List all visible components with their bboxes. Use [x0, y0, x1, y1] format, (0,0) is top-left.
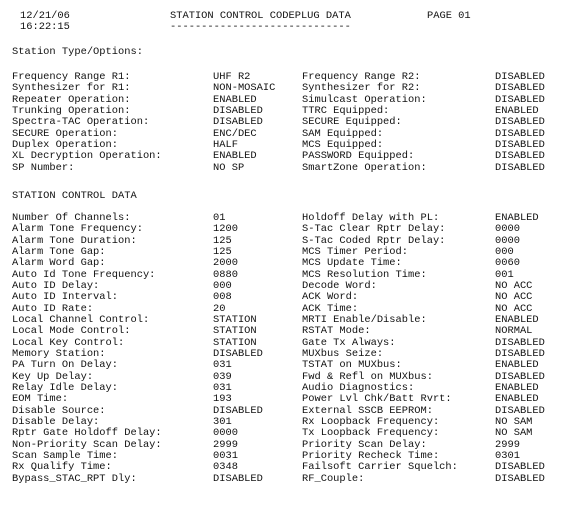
field-value: 0301 — [495, 450, 520, 462]
field-label: Auto ID Rate: — [12, 303, 94, 315]
page-number: PAGE 01 — [427, 10, 471, 22]
field-value: 001 — [495, 269, 514, 281]
field-value: DISABLED — [495, 337, 545, 349]
field-value: ENABLED — [495, 212, 539, 224]
field-label: TSTAT on MUXbus: — [302, 359, 402, 371]
field-value: DISABLED — [495, 116, 545, 128]
field-value: 039 — [213, 371, 232, 383]
field-value: 008 — [213, 291, 232, 303]
field-value: DISABLED — [495, 461, 545, 473]
field-value: 125 — [213, 235, 232, 247]
field-label: Spectra-TAC Operation: — [12, 116, 150, 128]
station-type-options-heading: Station Type/Options: — [12, 46, 143, 58]
field-label: Alarm Word Gap: — [12, 257, 106, 269]
field-label: RSTAT Mode: — [302, 325, 371, 337]
field-label: SP Number: — [12, 162, 75, 174]
field-label: Power Lvl Chk/Batt Rvrt: — [302, 393, 452, 405]
field-label: SmartZone Operation: — [302, 162, 427, 174]
field-label: RF_Couple: — [302, 473, 365, 485]
field-value: NO ACC — [495, 303, 533, 315]
field-label: Audio Diagnostics: — [302, 382, 415, 394]
field-label: Rptr Gate Holdoff Delay: — [12, 427, 162, 439]
field-value: DISABLED — [495, 473, 545, 485]
field-label: Scan Sample Time: — [12, 450, 119, 462]
field-value: DISABLED — [213, 105, 263, 117]
field-label: Alarm Tone Duration: — [12, 235, 137, 247]
field-value: 000 — [495, 246, 514, 258]
field-value: 0348 — [213, 461, 238, 473]
field-value: 2999 — [213, 439, 238, 451]
field-value: ENC/DEC — [213, 128, 257, 140]
field-label: Frequency Range R1: — [12, 71, 131, 83]
field-value: 2999 — [495, 439, 520, 451]
field-label: S-Tac Coded Rptr Delay: — [302, 235, 446, 247]
field-label: Decode Word: — [302, 280, 377, 292]
field-label: Auto Id Tone Frequency: — [12, 269, 156, 281]
field-value: NORMAL — [495, 325, 533, 337]
field-label: ACK Word: — [302, 291, 359, 303]
title-underline: ----------------------------- — [170, 21, 351, 33]
field-label: Bypass_STAC_RPT Dly: — [12, 473, 137, 485]
field-label: Trunking Operation: — [12, 105, 131, 117]
field-label: Non-Priority Scan Delay: — [12, 439, 162, 451]
field-value: DISABLED — [495, 82, 545, 94]
field-label: Disable Source: — [12, 405, 106, 417]
field-label: Key Up Delay: — [12, 371, 94, 383]
field-value: DISABLED — [213, 116, 263, 128]
field-label: Frequency Range R2: — [302, 71, 421, 83]
field-value: STATION — [213, 337, 257, 349]
field-value: 01 — [213, 212, 226, 224]
field-label: TTRC Equipped: — [302, 105, 390, 117]
report-title: STATION CONTROL CODEPLUG DATA — [170, 10, 351, 22]
field-value: 1200 — [213, 223, 238, 235]
field-label: Number Of Channels: — [12, 212, 131, 224]
field-value: NO SAM — [495, 416, 533, 428]
field-label: Relay Idle Delay: — [12, 382, 119, 394]
field-value: DISABLED — [495, 348, 545, 360]
field-value: DISABLED — [213, 348, 263, 360]
field-value: ENABLED — [495, 382, 539, 394]
field-value: 20 — [213, 303, 226, 315]
field-value: STATION — [213, 325, 257, 337]
field-value: HALF — [213, 139, 238, 151]
field-value: 0880 — [213, 269, 238, 281]
field-value: NON-MOSAIC — [213, 82, 276, 94]
field-value: 2000 — [213, 257, 238, 269]
field-value: 125 — [213, 246, 232, 258]
field-label: External SSCB EEPROM: — [302, 405, 433, 417]
field-label: Local Key Control: — [12, 337, 125, 349]
field-value: 000 — [213, 280, 232, 292]
field-label: Repeater Operation: — [12, 94, 131, 106]
field-label: PASSWORD Equipped: — [302, 150, 415, 162]
field-value: 0000 — [495, 223, 520, 235]
field-label: Duplex Operation: — [12, 139, 119, 151]
field-value: 031 — [213, 382, 232, 394]
field-label: SECURE Operation: — [12, 128, 119, 140]
field-value: STATION — [213, 314, 257, 326]
field-label: MCS Equipped: — [302, 139, 384, 151]
field-value: ENABLED — [495, 393, 539, 405]
field-label: Tx Loopback Frequency: — [302, 427, 440, 439]
field-label: Auto ID Delay: — [12, 280, 100, 292]
field-label: Priority Recheck Time: — [302, 450, 440, 462]
field-label: Priority Scan Delay: — [302, 439, 427, 451]
field-value: 301 — [213, 416, 232, 428]
field-label: Holdoff Delay with PL: — [302, 212, 440, 224]
field-label: Local Mode Control: — [12, 325, 131, 337]
field-value: ENABLED — [213, 150, 257, 162]
field-label: PA Turn On Delay: — [12, 359, 119, 371]
field-label: Rx Qualify Time: — [12, 461, 112, 473]
field-label: Disable Delay: — [12, 416, 100, 428]
field-value: UHF R2 — [213, 71, 251, 83]
field-value: NO ACC — [495, 291, 533, 303]
field-label: EOM Time: — [12, 393, 69, 405]
field-label: Gate Tx Always: — [302, 337, 396, 349]
field-value: 0060 — [495, 257, 520, 269]
field-value: DISABLED — [495, 371, 545, 383]
field-label: Alarm Tone Frequency: — [12, 223, 143, 235]
field-value: 031 — [213, 359, 232, 371]
field-value: NO SAM — [495, 427, 533, 439]
field-value: ENABLED — [495, 359, 539, 371]
field-label: Alarm Tone Gap: — [12, 246, 106, 258]
field-value: DISABLED — [495, 150, 545, 162]
field-value: ENABLED — [213, 94, 257, 106]
field-value: ENABLED — [495, 314, 539, 326]
field-value: DISABLED — [213, 473, 263, 485]
field-label: SAM Equipped: — [302, 128, 384, 140]
field-label: Failsoft Carrier Squelch: — [302, 461, 458, 473]
field-label: ACK Time: — [302, 303, 359, 315]
report-date: 12/21/06 — [20, 10, 70, 22]
field-value: 193 — [213, 393, 232, 405]
field-value: DISABLED — [495, 94, 545, 106]
field-value: ENABLED — [495, 105, 539, 117]
field-label: Rx Loopback Frequency: — [302, 416, 440, 428]
field-value: DISABLED — [495, 139, 545, 151]
field-value: DISABLED — [495, 71, 545, 83]
field-value: 0000 — [495, 235, 520, 247]
field-label: Fwd & Refl on MUXbus: — [302, 371, 433, 383]
field-label: MUXbus Seize: — [302, 348, 384, 360]
field-label: Local Channel Control: — [12, 314, 150, 326]
field-label: Synthesizer for R2: — [302, 82, 421, 94]
field-value: DISABLED — [495, 405, 545, 417]
field-value: DISABLED — [213, 405, 263, 417]
field-value: NO SP — [213, 162, 245, 174]
field-value: DISABLED — [495, 162, 545, 174]
field-label: MCS Timer Period: — [302, 246, 409, 258]
field-label: Simulcast Operation: — [302, 94, 427, 106]
station-control-data-heading: STATION CONTROL DATA — [12, 190, 137, 202]
field-label: Memory Station: — [12, 348, 106, 360]
field-label: MRTI Enable/Disable: — [302, 314, 427, 326]
field-label: MCS Update Time: — [302, 257, 402, 269]
field-value: NO ACC — [495, 280, 533, 292]
field-value: 0000 — [213, 427, 238, 439]
field-label: Auto ID Interval: — [12, 291, 119, 303]
field-label: MCS Resolution Time: — [302, 269, 427, 281]
field-label: XL Decryption Operation: — [12, 150, 162, 162]
field-label: S-Tac Clear Rptr Delay: — [302, 223, 446, 235]
field-value: DISABLED — [495, 128, 545, 140]
field-label: SECURE Equipped: — [302, 116, 402, 128]
field-label: Synthesizer for R1: — [12, 82, 131, 94]
report-time: 16:22:15 — [20, 21, 70, 33]
field-value: 0031 — [213, 450, 238, 462]
